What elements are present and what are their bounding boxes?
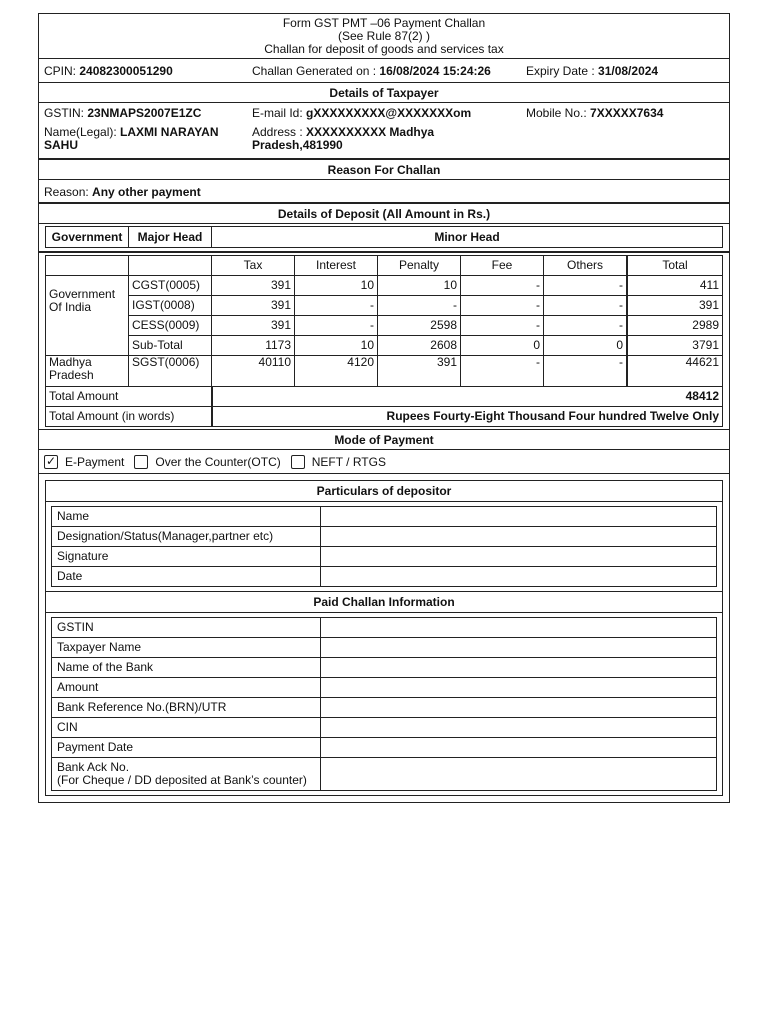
table-row: Bank Reference No.(BRN)/UTR bbox=[52, 698, 717, 718]
form-rule: (See Rule 87(2) ) bbox=[337, 29, 431, 43]
table-row: IGST(0008) 391 - - - - 391 bbox=[46, 296, 723, 316]
address: Address : XXXXXXXXXX Madhya Pradesh,481990 bbox=[252, 125, 435, 152]
depositor-box bbox=[45, 480, 723, 796]
table-row: Sub-Total 1173 10 2608 0 0 3791 bbox=[46, 336, 723, 356]
challan-form bbox=[38, 13, 730, 803]
head-government: Government bbox=[46, 227, 129, 248]
form-header bbox=[39, 14, 729, 59]
total-row bbox=[46, 387, 723, 407]
table-row: Madhya Pradesh SGST(0006) 40110 4120 391 - - 44621 bbox=[46, 356, 723, 387]
taxpayer-details bbox=[39, 103, 729, 160]
e-payment-option[interactable]: ✓ E-Payment bbox=[44, 455, 124, 469]
paid-table bbox=[51, 617, 717, 791]
total-value: 48412 bbox=[212, 387, 723, 407]
table-row: Name bbox=[52, 507, 717, 527]
table-header-row bbox=[46, 256, 723, 276]
col-fee: Fee bbox=[461, 256, 544, 276]
otc-checkbox[interactable] bbox=[134, 455, 148, 469]
paid-gstin-field[interactable] bbox=[321, 618, 717, 638]
table-row: Signature bbox=[52, 547, 717, 567]
table-row: Payment Date bbox=[52, 738, 717, 758]
deposit-head-section bbox=[39, 226, 729, 253]
paid-bank-field[interactable] bbox=[321, 658, 717, 678]
depositor-designation-field[interactable] bbox=[321, 527, 717, 547]
depositor-name-field[interactable] bbox=[321, 507, 717, 527]
paid-ack-field[interactable] bbox=[321, 758, 717, 791]
payment-modes bbox=[39, 450, 729, 474]
bank-ack-label: Bank Ack No. (For Cheque / DD deposited at Bank’s counter) bbox=[52, 758, 321, 791]
total-words-label: Total Amount (in words) bbox=[46, 407, 212, 427]
table-row: Date bbox=[52, 567, 717, 587]
table-row: Name of the Bank bbox=[52, 658, 717, 678]
paid-taxpayer-field[interactable] bbox=[321, 638, 717, 658]
col-interest: Interest bbox=[295, 256, 378, 276]
paid-date-field[interactable] bbox=[321, 738, 717, 758]
total-label: Total Amount bbox=[46, 387, 212, 407]
col-total: Total bbox=[627, 256, 723, 276]
head-minor: Minor Head bbox=[212, 227, 723, 248]
col-penalty: Penalty bbox=[378, 256, 461, 276]
challan-generated: Challan Generated on : 16/08/2024 15:24:26 bbox=[252, 63, 491, 78]
e-payment-checkbox[interactable] bbox=[44, 455, 58, 469]
paid-cin-field[interactable] bbox=[321, 718, 717, 738]
total-words-value: Rupees Fourty-Eight Thousand Four hundred Twelve Only bbox=[212, 407, 723, 427]
otc-option[interactable]: Over the Counter(OTC) bbox=[134, 455, 280, 469]
challan-info-row bbox=[39, 59, 729, 83]
col-others: Others bbox=[544, 256, 628, 276]
table-row: CIN bbox=[52, 718, 717, 738]
deposit-head-table bbox=[45, 226, 723, 248]
table-row: Government Of India CGST(0005) 391 10 10 - - 411 bbox=[46, 276, 723, 296]
gstin: GSTIN: 23NMAPS2007E1ZC bbox=[44, 106, 202, 120]
paid-amount-field[interactable] bbox=[321, 678, 717, 698]
table-row: Designation/Status(Manager,partner etc) bbox=[52, 527, 717, 547]
depositor-date-field[interactable] bbox=[321, 567, 717, 587]
form-subtitle: Challan for deposit of goods and services tax bbox=[264, 42, 504, 56]
neft-option[interactable]: NEFT / RTGS bbox=[291, 455, 386, 469]
legal-name: Name(Legal): LAXMI NARAYAN SAHU bbox=[44, 125, 219, 152]
table-row: CESS(0009) 391 - 2598 - - 2989 bbox=[46, 316, 723, 336]
paid-brn-field[interactable] bbox=[321, 698, 717, 718]
reason-title: Reason For Challan bbox=[39, 160, 729, 180]
gov-india: Government Of India bbox=[46, 276, 129, 356]
deposit-table bbox=[45, 255, 723, 427]
reason-row: Reason: Any other payment bbox=[39, 180, 729, 204]
deposit-title: Details of Deposit (All Amount in Rs.) bbox=[39, 204, 729, 224]
table-row: Amount bbox=[52, 678, 717, 698]
total-words-row bbox=[46, 407, 723, 427]
taxpayer-title: Details of Taxpayer bbox=[39, 83, 729, 103]
col-tax: Tax bbox=[212, 256, 295, 276]
depositor-table bbox=[51, 506, 717, 587]
payment-title: Mode of Payment bbox=[39, 430, 729, 450]
expiry-date: Expiry Date : 31/08/2024 bbox=[526, 63, 659, 78]
cpin: CPIN: 24082300051290 bbox=[44, 63, 173, 78]
form-title: Form GST PMT –06 Payment Challan bbox=[282, 16, 486, 30]
depositor-title: Particulars of depositor bbox=[46, 481, 722, 502]
table-row: GSTIN bbox=[52, 618, 717, 638]
mobile: Mobile No.: 7XXXXX7634 bbox=[526, 106, 664, 120]
table-row bbox=[52, 758, 717, 791]
table-row: Taxpayer Name bbox=[52, 638, 717, 658]
madhya-pradesh: Madhya Pradesh bbox=[46, 356, 129, 387]
head-major: Major Head bbox=[129, 227, 212, 248]
neft-checkbox[interactable] bbox=[291, 455, 305, 469]
depositor-signature-field[interactable] bbox=[321, 547, 717, 567]
paid-title: Paid Challan Information bbox=[46, 591, 722, 613]
email: E-mail Id: gXXXXXXXXX@XXXXXXXom bbox=[252, 106, 472, 120]
deposit-table-section bbox=[39, 255, 729, 430]
